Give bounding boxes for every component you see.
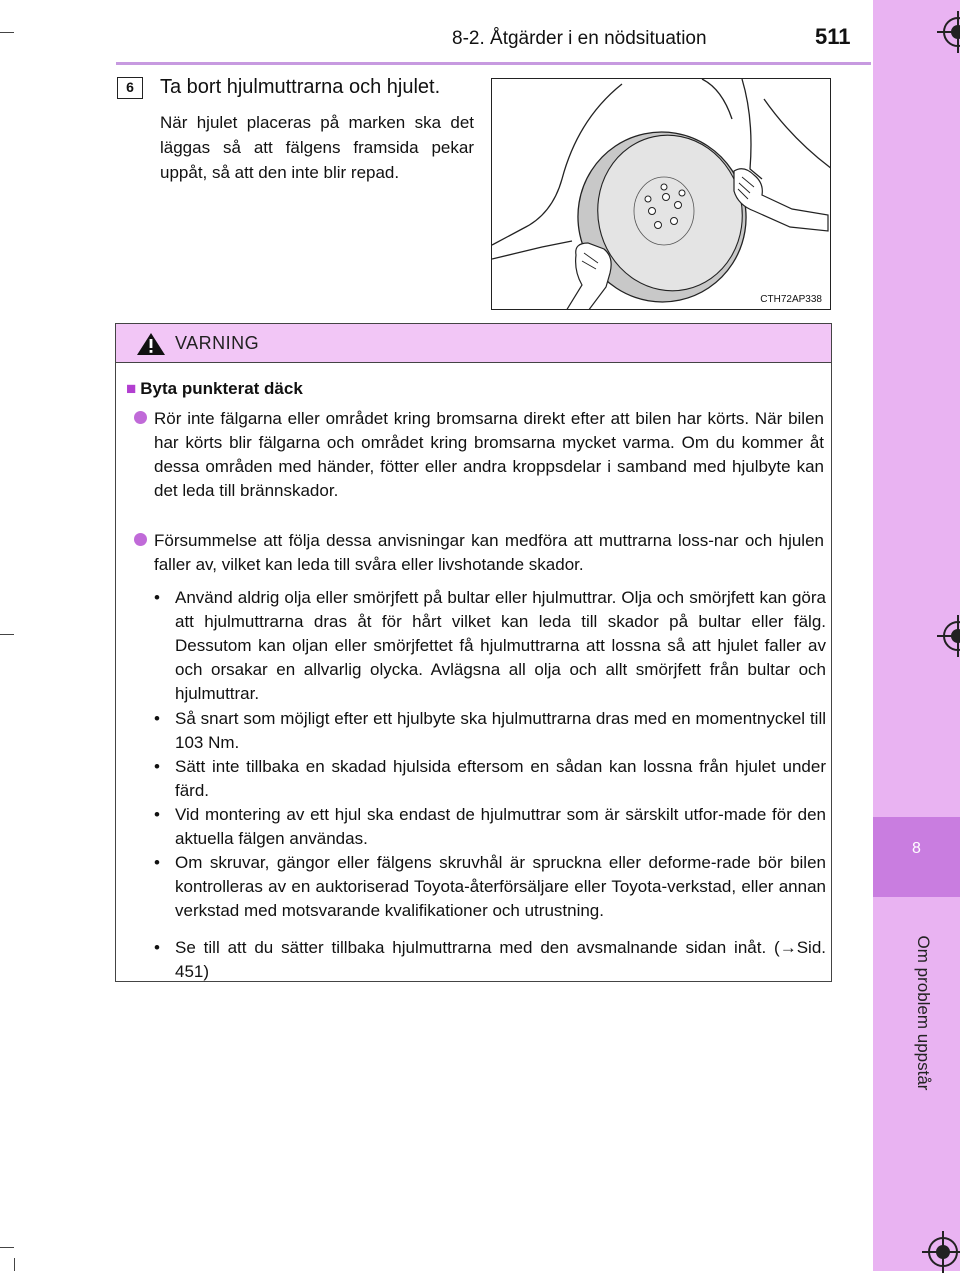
warning-bullet: Försummelse att följa dessa anvisningar kan medföra att muttrarna loss-nar och hjulen faller av, vilket kan leda till svåra eller livshotande skador.	[134, 529, 824, 577]
section-title: 8-2. Åtgärder i en nödsituation	[452, 28, 707, 49]
page-number: 511	[815, 24, 851, 49]
figure-code: CTH72AP338	[760, 294, 822, 305]
warning-sub-bullet: • Använd aldrig olja eller smörjfett på bultar eller hjulmuttrar. Olja och smörjfett kan göra att hjulmuttrarna dras åt för hårt vilket kan leda till skador på bultar eller fälg. Dessutom kan oljan eller smörjfettet få hjulmuttrarna att lossna så att hjulet faller av och orsakar en allvarlig olycka. Avlägsna all olja och allt smörjfett från bultar och hjulmuttrar.	[154, 588, 826, 703]
warning-sub-bullet: • Så snart som möjligt efter ett hjulbyte ska hjulmuttrarna dras med en momentnyckel till 103 Nm.	[154, 709, 826, 752]
warning-header	[116, 324, 831, 363]
registration-mark-icon	[928, 1237, 958, 1267]
dot-bullet-icon: •	[154, 805, 160, 824]
crop-mark	[0, 32, 14, 33]
dot-bullet-icon: •	[154, 709, 160, 728]
step-title: Ta bort hjulmuttrarna och hjulet.	[160, 76, 441, 98]
warning-label: VARNING	[175, 333, 260, 353]
dot-bullet-icon: •	[154, 938, 160, 957]
crop-mark	[14, 1258, 15, 1271]
warning-bullet: Rör inte fälgarna eller området kring bromsarna direkt efter att bilen har körts. När bilen har körts blir fälgarna och området kring bromsarna mycket varma. Om du kommer åt dessa områden med händer, fötter eller andra kroppsdelar i samband med hjulbyte kan det leda till brännskador.	[134, 407, 824, 503]
step-number-badge: 6	[117, 77, 143, 99]
crop-mark	[0, 1247, 14, 1248]
warning-box	[115, 323, 832, 982]
wheel-removal-illustration	[491, 78, 831, 310]
square-bullet-icon: ■	[126, 379, 137, 398]
dot-bullet-icon: •	[154, 853, 160, 872]
chapter-title: Om problem uppstår	[914, 935, 933, 1091]
warning-sub-bullet: • Sätt inte tillbaka en skadad hjulsida eftersom en sådan kan lossna från hjulet under färd.	[154, 757, 826, 800]
round-bullet-icon	[134, 533, 147, 546]
warning-sub-bullet: • Om skruvar, gängor eller fälgens skruvhål är spruckna eller deforme-rade bör bilen kontrolleras av en auktoriserad Toyota-återförsäljare eller Toyota-verkstad, eller annan verkstad med motsvarande kvalifikationer och utrustning.	[154, 853, 826, 920]
header-divider	[116, 62, 871, 65]
crop-mark	[0, 634, 14, 635]
dot-bullet-icon: •	[154, 588, 160, 607]
warning-sub-bullet: • Se till att du sätter tillbaka hjulmuttrarna med den avsmalnande sidan inåt. (→Sid. 451)	[154, 938, 826, 981]
round-bullet-icon	[134, 411, 147, 424]
dot-bullet-icon: •	[154, 757, 160, 776]
warning-section-title: ■ Byta punkterat däck	[126, 379, 303, 398]
warning-sub-bullet: • Vid montering av ett hjul ska endast de hjulmuttrar som är särskilt utfor-made för den aktuella fälgen användas.	[154, 805, 826, 848]
step-description: När hjulet placeras på marken ska det läggas så att fälgens framsida pekar uppåt, så att den inte blir repad.	[160, 113, 474, 182]
chapter-number: 8	[912, 840, 921, 857]
wheel-illustration-icon	[492, 79, 831, 310]
warning-triangle-icon	[136, 332, 166, 356]
